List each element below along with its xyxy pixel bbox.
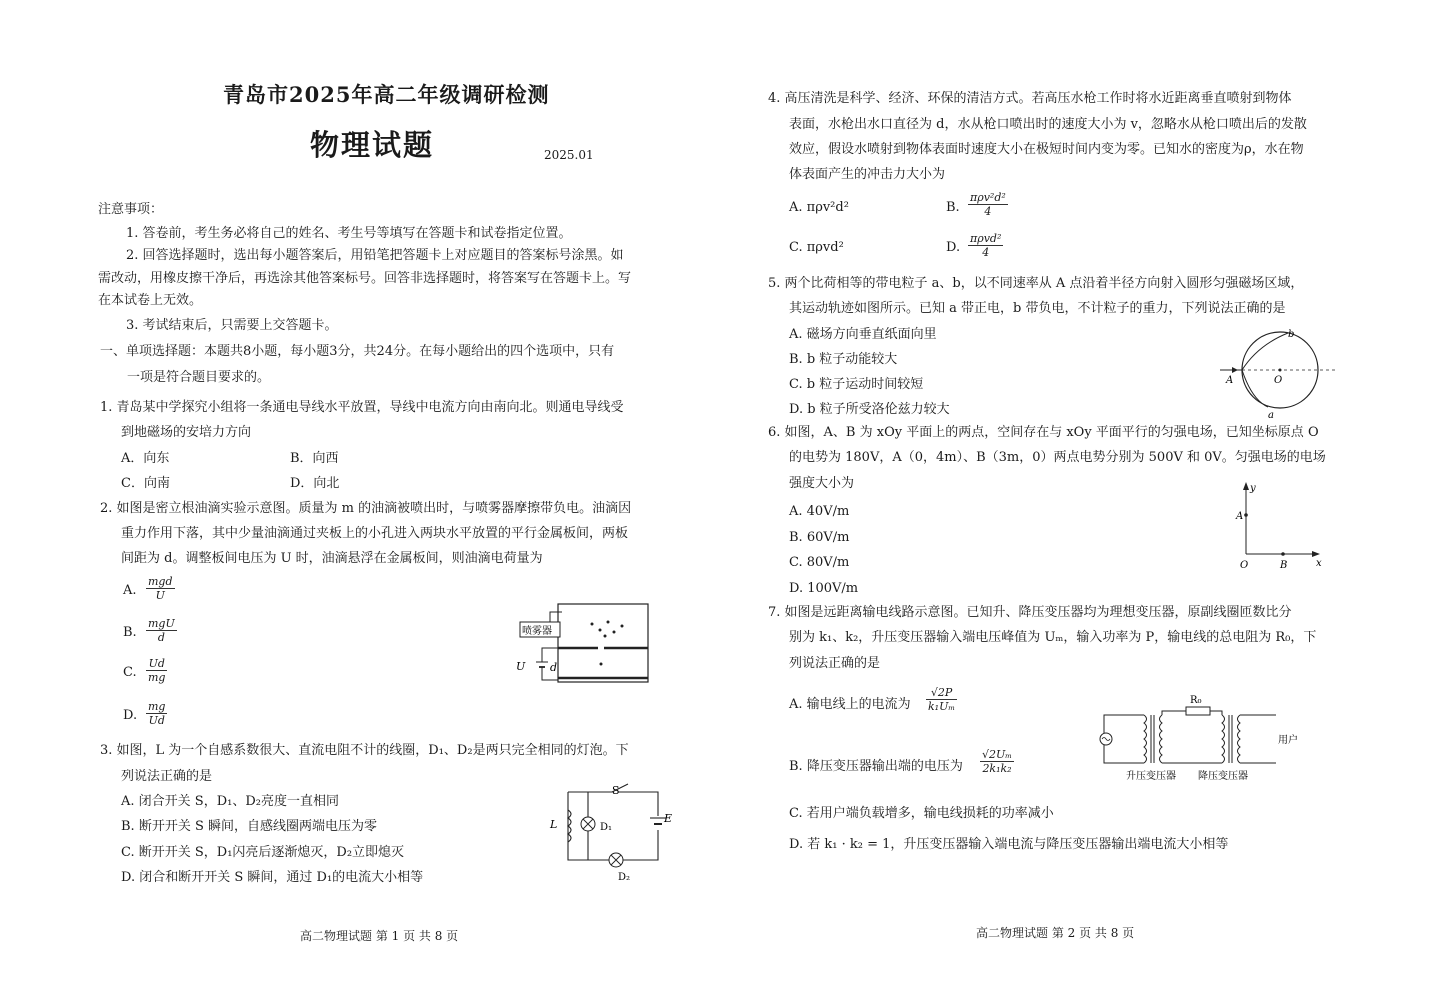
- svg-text:O: O: [1240, 560, 1249, 571]
- exam-page-2: [718, 0, 1437, 1002]
- svg-text:B: B: [1280, 560, 1288, 571]
- notice-heading: 注意事项：: [98, 202, 164, 217]
- page-footer: 高二物理试题 第 2 页 共 8 页: [976, 926, 1135, 940]
- option: D. 闭合和断开开关 S 瞬间，通过 D₁的电流大小相等: [121, 870, 424, 885]
- section-heading: 一、单项选择题：本题共8小题，每小题3分，共24分。在每小题给出的四个选项中，只有: [100, 344, 615, 359]
- svg-text:y: y: [1250, 483, 1256, 494]
- svg-text:D₂: D₂: [618, 872, 631, 883]
- question-text: 6. 如图，A、B 为 xOy 平面上的两点，空间存在与 xOy 平面平行的匀强电场，已知坐标原点 O: [768, 425, 1319, 440]
- question-text: 3. 如图，L 为一个自感系数很大、直流电阻不计的线圈，D₁、D₂是两只完全相同的灯泡。下: [100, 743, 629, 758]
- option: A. 输电线上的电流为: [789, 697, 911, 712]
- question-text: 的电势为 180V，A（0，4m）、B（3m，0）两点电势分别为 500V 和 0V。匀强电场的电场: [789, 450, 1326, 465]
- question-text: 别为 k₁、k₂，升压变压器输入端电压峰值为 Uₘ，输入功率为 P，输电线的总电阻为 R₀，下: [789, 630, 1317, 645]
- option: D. b 粒子所受洛伦兹力较大: [789, 402, 950, 417]
- option: A. 40V/m: [789, 504, 850, 519]
- notice-item: 3. 考试结束后，只需要上交答题卡。: [126, 318, 338, 333]
- question-text: 表面，水枪出水口直径为 d，水从枪口喷出时的速度大小为 v，忽略水从枪口喷出后的发散: [789, 117, 1307, 132]
- option: B. 降压变压器输出端的电压为: [789, 759, 963, 774]
- question-text: 效应，假设水喷射到物体表面时速度大小在极短时间内变为零。已知水的密度为ρ，水在物: [789, 142, 1304, 157]
- question-text: 列说法正确的是: [789, 656, 881, 671]
- transmission-figure: [1096, 693, 1311, 783]
- exam-page-1: [0, 0, 718, 1002]
- question-text: 7. 如图是远距离输电线路示意图。已知升、降压变压器均为理想变压器，原副线圈匝数比分: [768, 605, 1292, 620]
- option: B. b 粒子动能较大: [789, 352, 898, 367]
- option: A. 闭合开关 S，D₁、D₂亮度一直相同: [121, 794, 339, 809]
- inductor-circuit-figure: [546, 780, 676, 885]
- fraction: πρv²d² 4: [970, 191, 1006, 218]
- notice-item: 1. 答卷前，考生务必将自己的姓名、考生号等填写在答题卡和试卷指定位置。: [126, 226, 572, 241]
- question-text: 重力作用下落，其中少量油滴通过夹板上的小孔进入两块水平放置的平行金属板间，两板: [121, 526, 629, 541]
- exam-title: 青岛市2025年高二年级调研检测: [223, 82, 550, 107]
- question-text: 1. 青岛某中学探究小组将一条通电导线水平放置，导线中电流方向由南向北。则通电导线受: [100, 400, 624, 415]
- millikan-figure: [510, 600, 655, 690]
- question-text: 2. 如图是密立根油滴实验示意图。质量为 m 的油滴被喷出时，与喷雾器摩擦带负电。油滴因: [100, 501, 632, 516]
- option: A. 磁场方向垂直纸面向里: [789, 327, 937, 342]
- svg-text:x: x: [1316, 558, 1322, 569]
- fraction: πρvd² 4: [970, 232, 1002, 259]
- exam-date: 2025.01: [544, 148, 594, 162]
- fraction: $\frac{mg}{Ud}$: [148, 700, 166, 727]
- svg-text:升压变压器: 升压变压器: [1126, 771, 1176, 782]
- option: C. 80V/m: [789, 555, 850, 570]
- svg-text:U: U: [516, 660, 526, 673]
- notice-item: 需改动，用橡皮擦干净后，再选涂其他答案标号。回答非选择题时，将答案写在答题卡上。写: [98, 271, 632, 286]
- svg-text:A: A: [1236, 511, 1244, 522]
- option-label: A.: [123, 583, 137, 598]
- subject-title: 物理试题: [310, 128, 435, 162]
- question-text: 其运动轨迹如图所示。已知 a 带正电，b 带负电，不计粒子的重力，下列说法正确的是: [789, 301, 1286, 316]
- question-text: 强度大小为: [789, 476, 855, 491]
- question-text: 5. 两个比荷相等的带电粒子 a、b，以不同速率从 A 点沿着半径方向射入圆形匀强磁场区域，: [768, 276, 1304, 291]
- svg-text:d: d: [550, 661, 558, 674]
- svg-text:降压变压器: 降压变压器: [1198, 771, 1248, 782]
- option-label: D.: [946, 240, 961, 255]
- option: C．向南: [121, 476, 170, 491]
- option: C. 断开开关 S，D₁闪亮后逐渐熄灭，D₂立即熄灭: [121, 845, 405, 860]
- option: D. 若 k₁ · k₂ = 1，升压变压器输入端电流与降压变压器输出端电流大小相等: [789, 837, 1229, 852]
- fraction: $\frac{Ud}{mg}$: [148, 657, 166, 684]
- coordinate-figure: [1236, 478, 1326, 573]
- svg-text:O: O: [1274, 375, 1283, 386]
- option: C. πρvd²: [789, 240, 844, 255]
- svg-text:E: E: [664, 812, 673, 825]
- option-label: B.: [946, 200, 960, 215]
- svg-text:喷雾器: 喷雾器: [522, 626, 552, 637]
- svg-text:b: b: [1288, 329, 1295, 340]
- svg-text:a: a: [1268, 410, 1274, 421]
- svg-text:D₁: D₁: [600, 822, 613, 833]
- fraction: $\frac{\text{√2Uₘ}}{\text{2k₁k₂}}$: [982, 748, 1013, 775]
- option: B. 60V/m: [789, 530, 850, 545]
- option: C. 若用户端负载增多，输电线损耗的功率减小: [789, 806, 1054, 821]
- page-footer: 高二物理试题 第 1 页 共 8 页: [300, 929, 459, 943]
- notice-item: 在本试卷上无效。: [98, 293, 203, 308]
- option: D. 100V/m: [789, 581, 859, 596]
- section-heading: 一项是符合题目要求的。: [127, 370, 271, 385]
- option: B. 断开开关 S 瞬间，自感线圈两端电压为零: [121, 819, 377, 834]
- option-label: B.: [123, 625, 137, 640]
- option: B．向西: [290, 451, 339, 466]
- svg-text:S: S: [612, 784, 620, 797]
- option: C. b 粒子运动时间较短: [789, 377, 924, 392]
- option: A. πρv²d²: [789, 200, 849, 215]
- fraction: mgU d: [148, 617, 175, 644]
- svg-text:R₀: R₀: [1190, 695, 1202, 706]
- option-label: D.: [123, 708, 138, 723]
- question-text: 列说法正确的是: [121, 769, 213, 784]
- option: A．向东: [121, 451, 170, 466]
- fraction: mgd U: [148, 575, 173, 602]
- magnetic-field-figure: [1218, 325, 1348, 420]
- option-label: C.: [123, 665, 137, 680]
- svg-text:用户: 用户: [1278, 735, 1298, 746]
- option: D．向北: [290, 476, 340, 491]
- svg-text:A: A: [1226, 375, 1234, 386]
- question-text: 间距为 d。调整板间电压为 U 时，油滴悬浮在金属板间，则油滴电荷量为: [121, 551, 543, 566]
- question-text: 4. 高压清洗是科学、经济、环保的清洁方式。若高压水枪工作时将水近距离垂直喷射到物体: [768, 91, 1292, 106]
- question-text: 体表面产生的冲击力大小为: [789, 167, 946, 182]
- notice-item: 2. 回答选择题时，选出每小题答案后，用铅笔把答题卡上对应题目的答案标号涂黑。如: [126, 248, 624, 263]
- svg-text:L: L: [550, 818, 558, 831]
- fraction: $\frac{√2P}{\text{k₁Uₘ}}$: [928, 686, 956, 713]
- question-text: 到地磁场的安培力方向: [121, 425, 252, 440]
